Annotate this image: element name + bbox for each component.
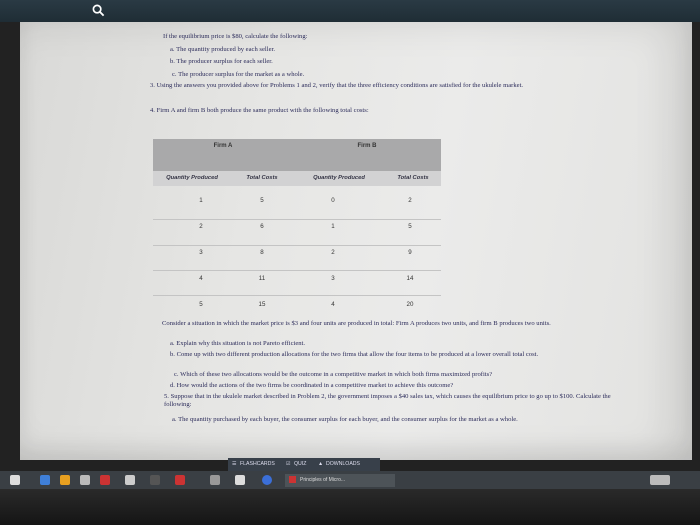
table-cell: 5	[408, 223, 412, 230]
downloads-button[interactable]: DOWNLOADS	[326, 461, 361, 467]
problem-4: 4. Firm A and firm B both produce the same product with the following total costs:	[150, 107, 369, 114]
problem-intro: If the equilibrium price is $80, calculate the following:	[163, 33, 308, 40]
app-icon[interactable]	[125, 475, 135, 485]
folder-icon[interactable]	[60, 475, 70, 485]
problem-5: 5. Suppose that in the ukulele market described in Problem 2, the government imposes a $40 sales tax, which causes the equilibrium price to go up to $100. Calculate the following:	[164, 393, 611, 409]
reader-toolbar	[228, 458, 380, 471]
table-cell: 11	[258, 275, 266, 282]
app-icon[interactable]	[210, 475, 220, 485]
table-cell: 1	[331, 223, 335, 230]
table-cell: 3	[199, 249, 203, 256]
browser-search-bar	[0, 0, 700, 22]
question-c: c. Which of these two allocations would be the outcome in a competitive market in which both firms maximized profits?	[174, 371, 493, 378]
row-divider	[153, 295, 441, 296]
problem-item-a: a. The quantity produced by each seller.	[170, 46, 275, 53]
app-icon[interactable]	[150, 475, 160, 485]
firm-a-header: Firm A	[153, 139, 293, 171]
app-icon[interactable]	[40, 475, 50, 485]
table-cell: 20	[406, 301, 414, 308]
table-cell: 15	[258, 301, 266, 308]
taskbar-active-window[interactable]: Principles of Micro...	[285, 474, 395, 487]
browser-icon[interactable]	[262, 475, 272, 485]
table-cell: 6	[260, 223, 264, 230]
table-cell: 2	[331, 249, 335, 256]
firm-b-header: Firm B	[293, 139, 441, 171]
problem-item-b: b. The producer surplus for each seller.	[170, 58, 273, 65]
table-cell: 2	[199, 223, 203, 230]
table-cell: 1	[199, 197, 203, 204]
question-d: d. How would the actions of the two firms be coordinated in a competitive market to achieve this outcome?	[170, 382, 454, 389]
quiz-icon: ☑	[286, 461, 291, 467]
table-cell: 8	[260, 249, 264, 256]
tray-icon[interactable]	[650, 475, 670, 485]
question-a: a. Explain why this situation is not Pareto efficient.	[170, 340, 306, 347]
table-cell: 2	[408, 197, 412, 204]
col-quantity-a: Quantity Produced	[153, 171, 231, 186]
col-quantity-b: Quantity Produced	[293, 171, 385, 186]
table-cell: 5	[199, 301, 203, 308]
app-icon[interactable]	[100, 475, 110, 485]
table-cell: 4	[199, 275, 203, 282]
app-icon[interactable]	[175, 475, 185, 485]
table-cell: 14	[406, 275, 414, 282]
search-icon[interactable]	[92, 4, 105, 17]
table-cell: 4	[331, 301, 335, 308]
table-cell: 9	[408, 249, 412, 256]
taskbar	[0, 471, 700, 489]
col-cost-b: Total Costs	[385, 171, 441, 186]
col-cost-a: Total Costs	[231, 171, 293, 186]
app-icon	[289, 476, 296, 483]
row-divider	[153, 219, 441, 220]
flashcards-icon: ☰	[232, 461, 237, 467]
start-icon[interactable]	[10, 475, 20, 485]
textbook-page	[20, 22, 692, 460]
table-cell: 5	[260, 197, 264, 204]
store-icon[interactable]	[80, 475, 90, 485]
desk-surface	[0, 489, 700, 525]
scenario-text: Consider a situation in which the market price is $3 and four units are produced in total: Firm A produces two units, and firm B produces two units.	[162, 320, 551, 327]
downloads-icon: ▲	[318, 461, 324, 467]
quiz-button[interactable]: QUIZ	[294, 461, 307, 467]
problem-5-a: a. The quantity purchased by each buyer, the consumer surplus for each buyer, and the consumer surplus for the market as a whole.	[172, 416, 518, 423]
question-b: b. Come up with two different production allocations for the two firms that allow the four items to be produced at a lower overall total cost.	[170, 351, 539, 358]
row-divider	[153, 245, 441, 246]
problem-item-c: c. The producer surplus for the market as a whole.	[172, 71, 305, 78]
mail-icon[interactable]	[235, 475, 245, 485]
row-divider	[153, 270, 441, 271]
problem-3: 3. Using the answers you provided above for Problems 1 and 2, verify that the three efficiency conditions are satisfied for the ukulele market.	[150, 82, 524, 89]
flashcards-button[interactable]: FLASHCARDS	[240, 461, 275, 467]
table-cell: 3	[331, 275, 335, 282]
table-cell: 0	[331, 197, 335, 204]
